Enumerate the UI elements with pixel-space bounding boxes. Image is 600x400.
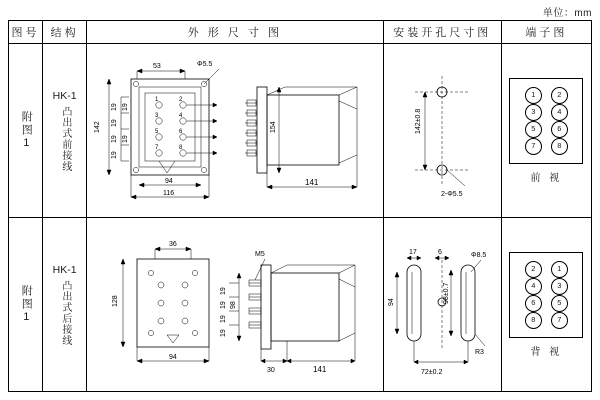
row1-mounting-drawing (385, 56, 499, 206)
svg-text:19: 19 (219, 300, 227, 309)
header-terminal: 端子图 (501, 21, 591, 44)
svg-text:Φ8.5: Φ8.5 (471, 251, 487, 259)
svg-text:141: 141 (312, 364, 327, 374)
row1-pin-left-4: 7 (525, 138, 542, 155)
svg-text:6: 6 (178, 128, 183, 135)
row2-terminal-box (509, 252, 583, 338)
svg-text:19: 19 (121, 102, 129, 111)
svg-text:98: 98 (229, 300, 237, 309)
svg-text:19: 19 (219, 286, 227, 295)
header-mounting: 安装开孔尺寸图 (383, 21, 501, 44)
svg-text:19: 19 (219, 328, 227, 337)
svg-text:142: 142 (93, 120, 101, 133)
row2-terminal-cell (501, 218, 591, 392)
svg-text:116: 116 (162, 189, 175, 197)
svg-text:154: 154 (269, 120, 277, 133)
header-fig-no: 图号 (9, 21, 43, 44)
row2-model: HK-1 (52, 263, 77, 276)
row1-fig-no: 附图1 (20, 110, 33, 151)
svg-text:8: 8 (178, 144, 183, 151)
row1-pin-right-4: 8 (551, 138, 568, 155)
svg-text:6: 6 (438, 248, 443, 256)
row1-pin-right-1: 2 (551, 87, 568, 104)
svg-text:19: 19 (110, 102, 118, 111)
svg-text:R3: R3 (475, 348, 485, 356)
row1-view-label: 前 视 (530, 172, 563, 184)
row2-pin-right-2: 3 (551, 278, 568, 295)
svg-text:36: 36 (168, 240, 177, 248)
svg-text:94: 94 (168, 353, 177, 361)
row1-pin-right-3: 6 (551, 121, 568, 138)
table-head (9, 21, 592, 44)
row2-pin-left-1: 2 (525, 261, 542, 278)
row1-terminal-cell (501, 44, 591, 218)
row1-pin-left-2: 3 (525, 104, 542, 121)
svg-text:3: 3 (154, 112, 159, 119)
row1-model: HK-1 (52, 89, 77, 102)
svg-text:2-Φ5.5: 2-Φ5.5 (441, 190, 463, 198)
svg-text:19: 19 (110, 150, 118, 159)
row2-pin-left-3: 6 (525, 295, 542, 312)
row1-pin-right-2: 4 (551, 104, 568, 121)
header-outline: 外 形 尺 寸 图 (87, 21, 384, 44)
row2-outline-cell (87, 218, 384, 392)
svg-text:19: 19 (219, 314, 227, 323)
row2-fig-no-cell (9, 218, 43, 392)
row2-pin-left-2: 4 (525, 278, 542, 295)
row1-fig-no-cell (9, 44, 43, 218)
row1-outline-drawing (89, 51, 381, 211)
svg-text:72±0.2: 72±0.2 (421, 368, 443, 376)
svg-text:19: 19 (121, 134, 129, 143)
row2-pin-left-4: 8 (525, 312, 542, 329)
unit-note: 单位：mm (542, 8, 592, 19)
svg-text:141: 141 (304, 177, 319, 187)
row1-terminal-box (509, 78, 583, 164)
svg-text:142±0.8: 142±0.8 (415, 108, 423, 134)
table-row (9, 44, 592, 218)
table-body (9, 44, 592, 392)
svg-text:17: 17 (409, 248, 417, 256)
table-row (9, 218, 592, 392)
row2-pin-right-1: 1 (551, 261, 568, 278)
svg-text:94: 94 (164, 177, 173, 185)
header-structure: 结构 (43, 21, 87, 44)
svg-text:98±0.7: 98±0.7 (443, 282, 451, 304)
svg-text:2: 2 (178, 96, 183, 103)
row1-pin-left-3: 5 (525, 121, 542, 138)
row1-pin-left-1: 1 (525, 87, 542, 104)
svg-text:30: 30 (266, 366, 275, 374)
row2-fig-no: 附图1 (20, 284, 33, 325)
row1-mounting-cell (383, 44, 501, 218)
svg-text:128: 128 (111, 294, 119, 307)
table-header-row (9, 21, 592, 44)
row2-structure: 凸出式后接线 (59, 279, 71, 346)
svg-text:19: 19 (110, 118, 118, 127)
row2-structure-cell (43, 218, 87, 392)
svg-text:7: 7 (154, 144, 159, 151)
row2-mounting-cell (383, 218, 501, 392)
svg-text:19: 19 (110, 134, 118, 143)
row2-mounting-drawing (385, 230, 499, 380)
svg-text:53: 53 (152, 62, 161, 70)
row1-outline-cell (87, 44, 384, 218)
svg-text:4: 4 (178, 112, 183, 119)
row2-pin-right-4: 7 (551, 312, 568, 329)
row1-structure: 凸出式前接线 (59, 105, 71, 172)
svg-text:1: 1 (154, 96, 159, 103)
svg-text:5: 5 (154, 128, 159, 135)
svg-text:M5: M5 (254, 250, 265, 258)
row2-view-label: 背 视 (530, 346, 563, 358)
row2-outline-drawing (89, 225, 381, 385)
row1-structure-cell (43, 44, 87, 218)
svg-text:Φ5.5: Φ5.5 (196, 60, 213, 68)
svg-text:94: 94 (388, 297, 396, 306)
row2-pin-right-3: 5 (551, 295, 568, 312)
dimension-table (8, 20, 592, 392)
